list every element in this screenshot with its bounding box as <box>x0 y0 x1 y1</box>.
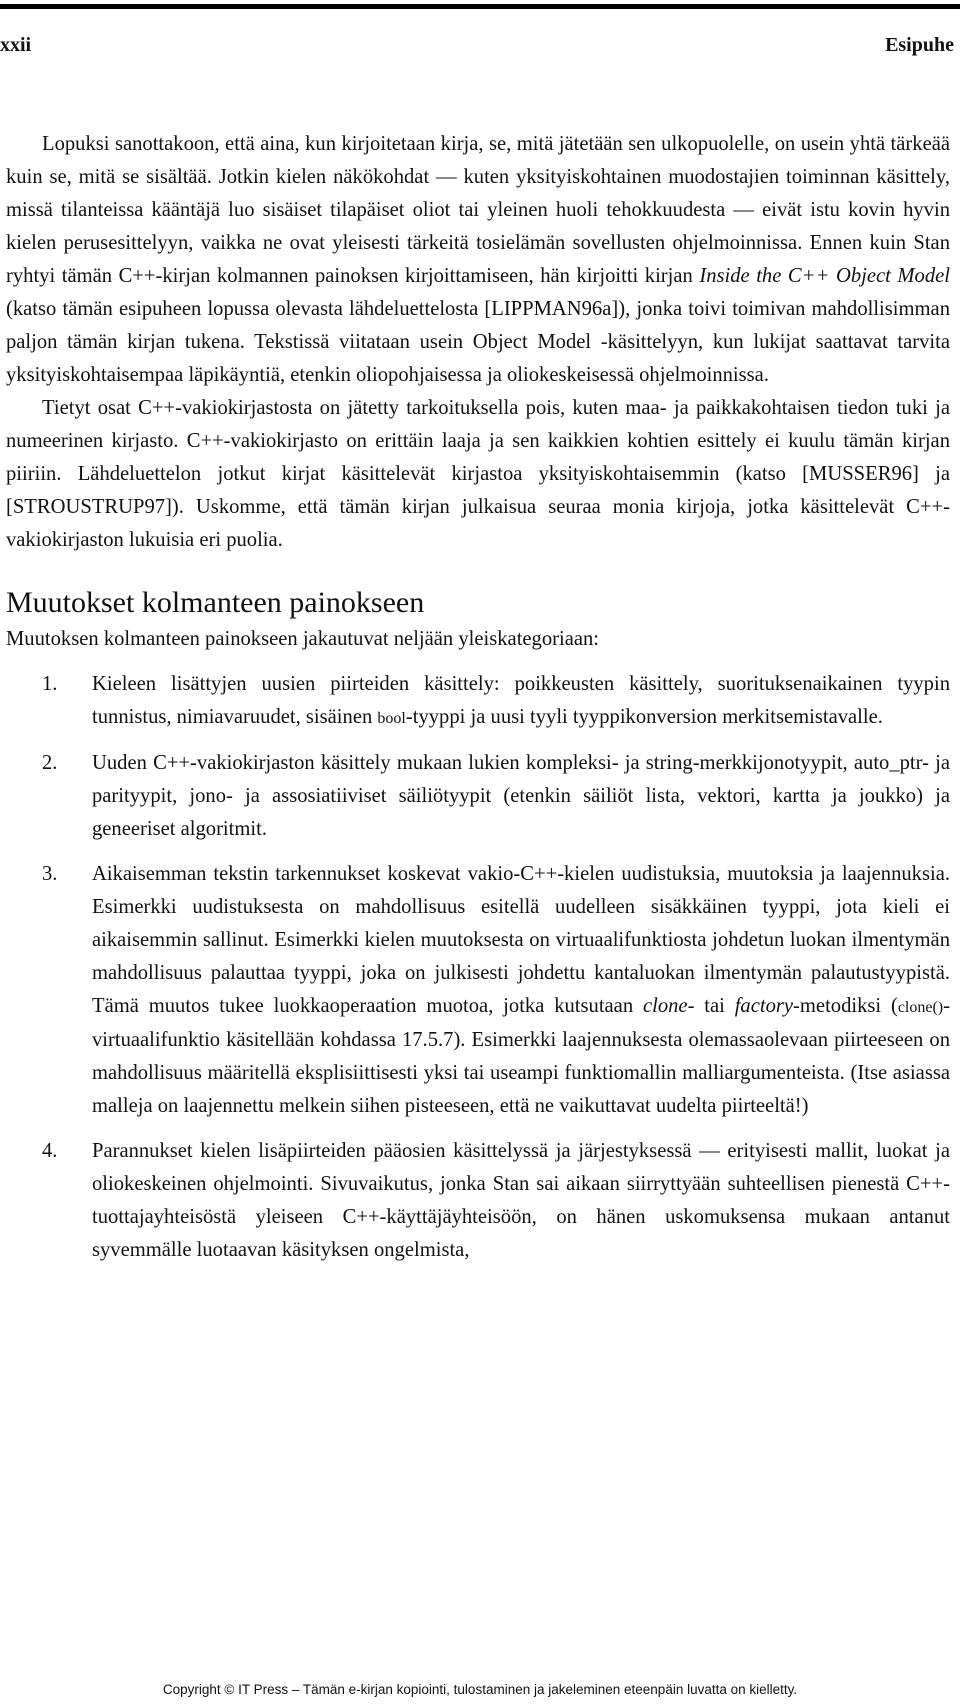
list-item <box>6 858 950 1123</box>
changes-list <box>6 668 950 1267</box>
paragraph-2: Tietyt osat C++-vakiokirjastosta on jätetty tarkoituksella pois, kuten maa- ja paikkakohtaisen tiedon tuki ja numeerinen kirjasto. C++-vakiokirjasto on erittäin laaja ja sen kaikkien kohtien esittely ei kuulu tämän kirjan piiriin. Lähdeluettelon jotkut kirjat käsittelevät kirjastoa yksityiskohtaisemmin (katso [MUSSER96] ja [STROUSTRUP97]). Uskomme, että tämän kirjan julkaisua seuraa monia kirjoja, jotka käsittelevät C++-vakiokirjaston lukuisia eri puolia. <box>6 397 950 551</box>
code-term: clone() <box>897 999 944 1016</box>
list-number: 4. <box>42 1140 58 1162</box>
paragraph-1 <box>6 128 950 392</box>
italic-term: factory <box>734 995 794 1017</box>
list-item <box>6 1135 950 1267</box>
page-number: xxii <box>0 34 32 56</box>
running-header: Esipuhe <box>885 34 954 56</box>
book-title: Inside the C++ Object Model <box>699 265 950 287</box>
paragraph-1-text-b: (katso tämän esipuheen lopussa olevasta lähdeluettelosta [LIPPMAN96a]), jonka toivi toimivan mahdollisimman paljon tämän kirjan tukena. Tekstissä viitataan usein Object Model -käsittelyyn, kun lukijat saattavat tarvita yksityiskohtaisempaa läpikäyntiä, etenkin oliopohjaisessa ja oliokeskeisessä ohjelmoinnissa. <box>6 298 950 386</box>
list-item-text: -metodiksi ( <box>793 995 898 1017</box>
copyright-footer: Copyright © IT Press – Tämän e-kirjan kopiointi, tulostaminen ja jakeleminen eteenpäin luvatta on kielletty. <box>162 1682 798 1697</box>
section-heading: Muutokset kolmanteen painokseen <box>6 586 425 619</box>
list-item-text: -tyyppi ja uusi tyyli tyyppikonversion merkitsemistavalle. <box>405 706 883 728</box>
list-number: 2. <box>42 752 58 774</box>
section-intro: Muutoksen kolmanteen painokseen jakautuvat neljään yleiskategoriaan: <box>6 628 600 650</box>
header-rule <box>0 4 960 9</box>
page-body <box>6 128 950 1279</box>
list-item-text: -virtuaalifunktio käsitellään kohdassa 17.5.7). Esimerkki laajennuksesta olemassaolevaan piirteeseen on mahdollisuus määritellä eksplisiittisesti yksi tai useampi funktiomallin malliargumenteista. (Itse asiassa malleja on laajennettu melkein siihen pisteeseen, että ne vaikuttavat uudelta piirteeltä!) <box>92 995 950 1117</box>
list-item-text: Uuden C++-vakiokirjaston käsittely mukaan lukien kompleksi- ja string-merkkijonotyypit, auto_ptr- ja parityypit, jono- ja assosiatiiviset säiliötyypit (etenkin säiliöt lista, vektori, kartta ja joukko) ja geneeriset algoritmit. <box>92 752 950 840</box>
list-number: 1. <box>42 673 58 695</box>
list-item <box>6 668 950 735</box>
italic-term: clone <box>642 995 688 1017</box>
list-item-text: Kieleen lisättyjen uusien piirteiden käsittely: poikkeusten käsittely, suorituksenaikainen tyypin tunnistus, nimiavaruudet, sisäinen <box>92 673 950 728</box>
list-item-text: - tai <box>687 995 735 1017</box>
list-item <box>6 747 950 846</box>
list-number: 3. <box>42 863 58 885</box>
code-term: bool <box>377 710 406 727</box>
paragraph-1-text-a: Lopuksi sanottakoon, että aina, kun kirjoitetaan kirja, se, mitä jätetään sen ulkopuolelle, on usein yhtä tärkeää kuin se, mitä se sisältää. Jotkin kielen näkökohdat — kuten yksityiskohtainen muodostajien toiminnan käsittely, missä tilanteissa kääntäjä luo sisäiset tilapäiset oliot tai yleinen huoli tehokkuudesta — eivät istu kovin hyvin kielen perusesittelyyn, vaikka ne ovat yleisesti tärkeitä tosielämän sovellusten ohjelmoinnissa. Ennen kuin Stan ryhtyi tämän C++-kirjan kolmannen painoksen kirjoittamiseen, hän kirjoitti kirjan <box>6 133 950 287</box>
list-item-text: Aikaisemman tekstin tarkennukset koskevat vakio-C++-kielen uudistuksia, muutoksia ja laajennuksia. Esimerkki uudistuksesta on mahdollisuus esitellä uudelleen sisäkkäinen tyyppi, jota kieli ei aikaisemmin sallinut. Esimerkki kielen muutoksesta on virtuaalifunktiosta johdetun luokan ilmentymän mahdollisuus palauttaa tyyppi, joka on julkisesti johdettu kantaluokan ilmentymän palautustyypistä. Tämä muutos tukee luokkaoperaation muotoa, jotka kutsutaan <box>92 863 950 1017</box>
list-item-text: Parannukset kielen lisäpiirteiden pääosien käsittelyssä ja järjestyksessä — erityisesti mallit, luokat ja oliokeskeinen ohjelmointi. Sivuvaikutus, jonka Stan sai aikaan siirryttyään suhteellisen pienestä C++-tuottajayhteisöstä yleiseen C++-käyttäjäyhteisöön, on hänen uskomuksensa mukaan antanut syvemmälle luotaavan käsityksen ongelmista, <box>92 1140 950 1261</box>
